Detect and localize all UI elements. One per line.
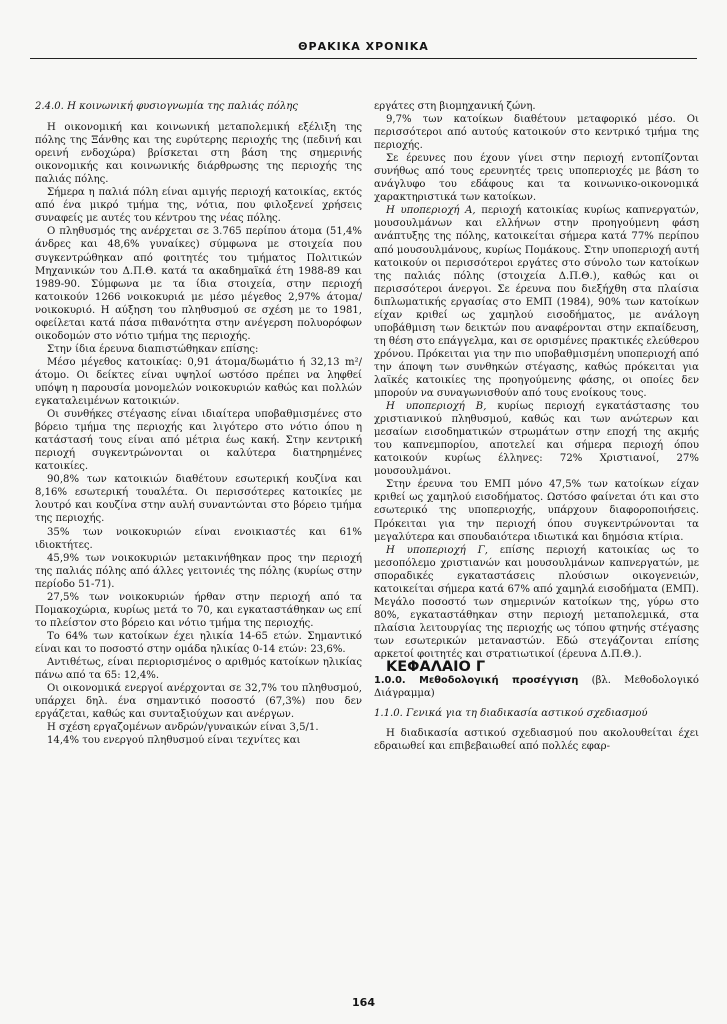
subarea-a-label: Η υποπεριοχή Α, — [386, 205, 476, 217]
paragraph — [374, 544, 699, 661]
section-heading — [374, 674, 699, 700]
paragraph: 9,7% των κατοίκων διαθέτουν μεταφορικό μέσο. Οι περισσότεροι από αυτούς κατοικούν στο κεντρικό τμήμα της περιοχής. — [374, 114, 699, 152]
paragraph: εργάτες στη βιομηχανική ζώνη. — [374, 101, 536, 112]
paragraph: Στην ίδια έρευνα διαπιστώθηκαν επίσης: — [47, 343, 259, 355]
paragraph: 14,4% του ενεργού πληθυσμού είναι τεχνίτες και — [47, 735, 301, 747]
paragraph: Στην έρευνα του ΕΜΠ μόνο 47,5% των κατοίκων είχαν κριθεί ως χαμηλού εισοδήματος. Ωστόσο φαίνεται ότι και στο εσωτερικό της υποπεριοχής, υπάρχουν διαφοροποιήσεις. Πρόκειται για την περιοχή όπου συγκεντρώνονται τα μεγαλύτερα και σπουδαιότερα ιδιωτικά και δημόσια κτίρια. — [374, 479, 699, 543]
section-heading: 2.4.0. Η κοινωνική φυσιογνωμία της παλιάς πόλης — [35, 101, 298, 112]
header-rule — [30, 58, 697, 59]
paragraph: Μέσο μέγεθος κατοικίας: 0,91 άτομα/δωμάτιο ή 32,13 m²/άτομο. Οι δείκτες είναι υψηλοί ωστόσο πρέπει να ληφθεί υπόψη η παρουσία μονομελών νοικοκυριών καθώς και πολλών εγκαταλειμένων κατοικιών. — [35, 356, 362, 408]
running-header: ΘΡΑΚΙΚΑ ΧΡΟΝΙΚΑ — [298, 40, 429, 53]
paragraph: Σήμερα η παλιά πόλη είναι αμιγής περιοχή κατοικίας, εκτός από ένα μικρό τμήμα της, νότια, που φιλοξενεί χρήσεις συναφείς με αυτές του κέντρου της νέας πόλης. — [35, 187, 362, 225]
paragraph-text: κυρίως περιοχή εγκατάστασης του χριστιανικού πληθυσμού, καθώς και των ανώτερων και μεσαίων εισοδηματικών στρωμάτων στην εποχή της ακμής του καπνεμπορίου, αποτελεί και σήμερα περιοχή όπου κατοικούν κυρίως έλληνες: 72% Χριστιανοί, 27% μουσουλμάνοι. — [374, 401, 699, 478]
subarea-b-label: Η υποπεριοχή Β, — [386, 401, 487, 413]
subsection-heading: 1.1.0. Γενικά για τη διαδικασία αστικού σχεδιασμού — [374, 708, 648, 720]
paragraph — [374, 204, 699, 400]
paragraph: 90,8% των κατοικιών διαθέτουν εσωτερική κουζίνα και 8,16% εσωτερική τουαλέτα. Οι περισσότερες κατοικίες με λουτρό και κουζίνα στην αυλή συναντώνται στο βόρειο τμήμα της περιοχής. — [35, 474, 362, 525]
left-column — [35, 100, 362, 747]
paragraph — [374, 400, 699, 478]
paragraph: 45,9% των νοικοκυριών μετακινήθηκαν προς την περιοχή της παλιάς πόλης από άλλες γειτονιές της πόλης (κυρίως στην περίοδο 51-71). — [35, 552, 362, 590]
paragraph: Η διαδικασία αστικού σχεδιασμού που ακολουθείται έχει εδραιωθεί και επιβεβαιωθεί από πολλές εφαρ- — [374, 728, 699, 753]
section-note: (βλ. Μεθοδολογικό Διάγραμμα) — [374, 675, 699, 700]
paragraph: Οι οικονομικά ενεργοί ανέρχονται σε 32,7% του πληθυσμού, υπάρχει δηλ. ένα σημαντικό ποσοστό (67,3%) που δεν εργάζεται, καθώς και συνταξιούχων και ανέργων. — [35, 683, 362, 721]
paragraph: 35% των νοικοκυριών είναι ενοικιαστές και 61% ιδιοκτήτες. — [35, 526, 362, 551]
paragraph: Σε έρευνες που έχουν γίνει στην περιοχή εντοπίζονται συνήθως από τους ερευνητές τρεις υποπεριοχές με βάση το ανάγλυφο του εδάφους και τα κοινωνικο-οικονομικά χαρακτηριστικά των κατοίκων. — [374, 153, 699, 204]
paragraph: 27,5% των νοικοκυριών ήρθαν στην περιοχή από τα Πομακοχώρια, κυρίως μετά το 70, και εγκαταστάθηκαν ως επί το πλείστον στο βόρειο και νότιο τμήμα της περιοχής. — [35, 591, 362, 629]
subarea-c-label: Η υποπεριοχή Γ, — [386, 544, 488, 556]
paragraph: Οι συνθήκες στέγασης είναι ιδιαίτερα υποβαθμισμένες στο βόρειο τμήμα της περιοχής και λιγότερο στο νότιο όπου η κατάστασή τους είναι από μέτρια έως κακή. Στην κεντρική περιοχή συγκεντρώνονται οι καλύτερα διατηρημένες κατοικίες. — [35, 409, 362, 473]
chapter-heading: ΚΕΦΑΛΑΙΟ Γ — [386, 659, 486, 676]
paragraph: Η οικονομική και κοινωνική μεταπολεμική εξέλιξη της πόλης της Ξάνθης και της ευρύτερης περιοχής της (πεδινή και ορεινή ενδοχώρα) βρίσκεται στη βάση της σημερινής οικονομικής και κοινωνικής διάρθρωσης της περιοχής της παλιάς πόλης. — [35, 122, 362, 186]
section-title: 1.0.0. Μεθοδολογική προσέγγιση — [374, 675, 579, 687]
paragraph: Το 64% των κατοίκων έχει ηλικία 14-65 ετών. Σημαντικό είναι και το ποσοστό στην ομάδα ηλικίας 0-14 ετών: 23,6%. — [35, 630, 362, 655]
right-column — [374, 100, 699, 753]
paragraph: Η σχέση εργαζομένων ανδρών/γυναικών είναι 3,5/1. — [47, 722, 319, 734]
paragraph-text: επίσης περιοχή κατοικίας ως το μεσοπόλεμο χριστιανών και μουσουλμάνων καπνεργατών, με σποραδικές εγκαταστάσεις πλούσιων οικογενειών, κατοικείται σήμερα κατά 67% από χαμηλά εισοδήματα (ΕΜΠ). Μεγάλο ποσοστό των σημερινών κατοίκων της, γύρω στο 80%, εγκαταστάθηκαν στην περιοχή μεταπολεμικά, στα πλαίσια λειτουργίας της περιοχής ως τόπου φτηνής στέγασης των εσωτερικών μεταναστών. Εδώ στεγάζονται επίσης αρκετοί φοιτητές και στρατιωτικοί (έρευνα Δ.Π.Θ.). — [374, 544, 699, 660]
paragraph: Ο πληθυσμός της ανέρχεται σε 3.765 περίπου άτομα (51,4% άνδρες και 48,6% γυναίκες) σύμφωνα με στοιχεία που συγκεντρώθηκαν από φοιτητές του τμήματος Πολιτικών Μηχανικών του Δ.Π.Θ. κατά τα ακαδημαϊκά έτη 1988-89 και 1989-90. Σύμφωνα με τα ίδια στοιχεία, στην περιοχή κατοικούν 1266 νοικοκυριά με μέσο μέγεθος 2,97% άτομα/νοικοκυριό. Η αύξηση του πληθυσμού σε σχέση με το 1981, οφείλεται κατά πάσα πιθανότητα στην ανέγερση πολυορόφων οικοδομών στο νότιο τμήμα της περιοχής. — [35, 226, 362, 342]
paragraph: Αντιθέτως, είναι περιορισμένος ο αριθμός κατοίκων ηλικίας πάνω από τα 65: 12,4%. — [35, 656, 362, 682]
paragraph-text: περιοχή κατοικίας κυρίως καπνεργατών, μουσουλμάνων και ελλήνων στην προηγούμενη φάση ανάπτυξης της πόλης, κατοικείται σήμερα κατά 77% περίπου από μουσουλμάνους, κυρίως Πομάκους. Στην υποπεριοχή αυτή κατοικούν οι περισσότεροι εργάτες στο σύνολο των κατοίκων της παλιάς πόλης (στοιχεία Δ.Π.Θ.), καθώς και οι περισσότεροι άνεργοι. Σε έρευνα που διεξήχθη στα πλαίσια διπλωματικής εργασίας στο ΕΜΠ (1984), 90% των κατοίκων είχαν κριθεί ως χαμηλού εισοδήματος, με ανάλογη υποβάθμιση των δεικτών που αναφέρονται στην εκπαίδευση, τη θέση στο επάγγελμα, και σε ορισμένες πρακτικές ελεύθερου χρόνου. Πρόκειται για την πιο υποβαθμισμένη υποπεριοχή από την άποψη των συνθηκών στέγασης, καθώς πρόκειται για λαϊκές κατοικίες της προηγούμενης φάσης, οι οποίες δεν μπορούν να συναγωνισθούν από τους ενοίκους τους. — [374, 205, 699, 400]
page-number: 164 — [352, 996, 375, 1009]
